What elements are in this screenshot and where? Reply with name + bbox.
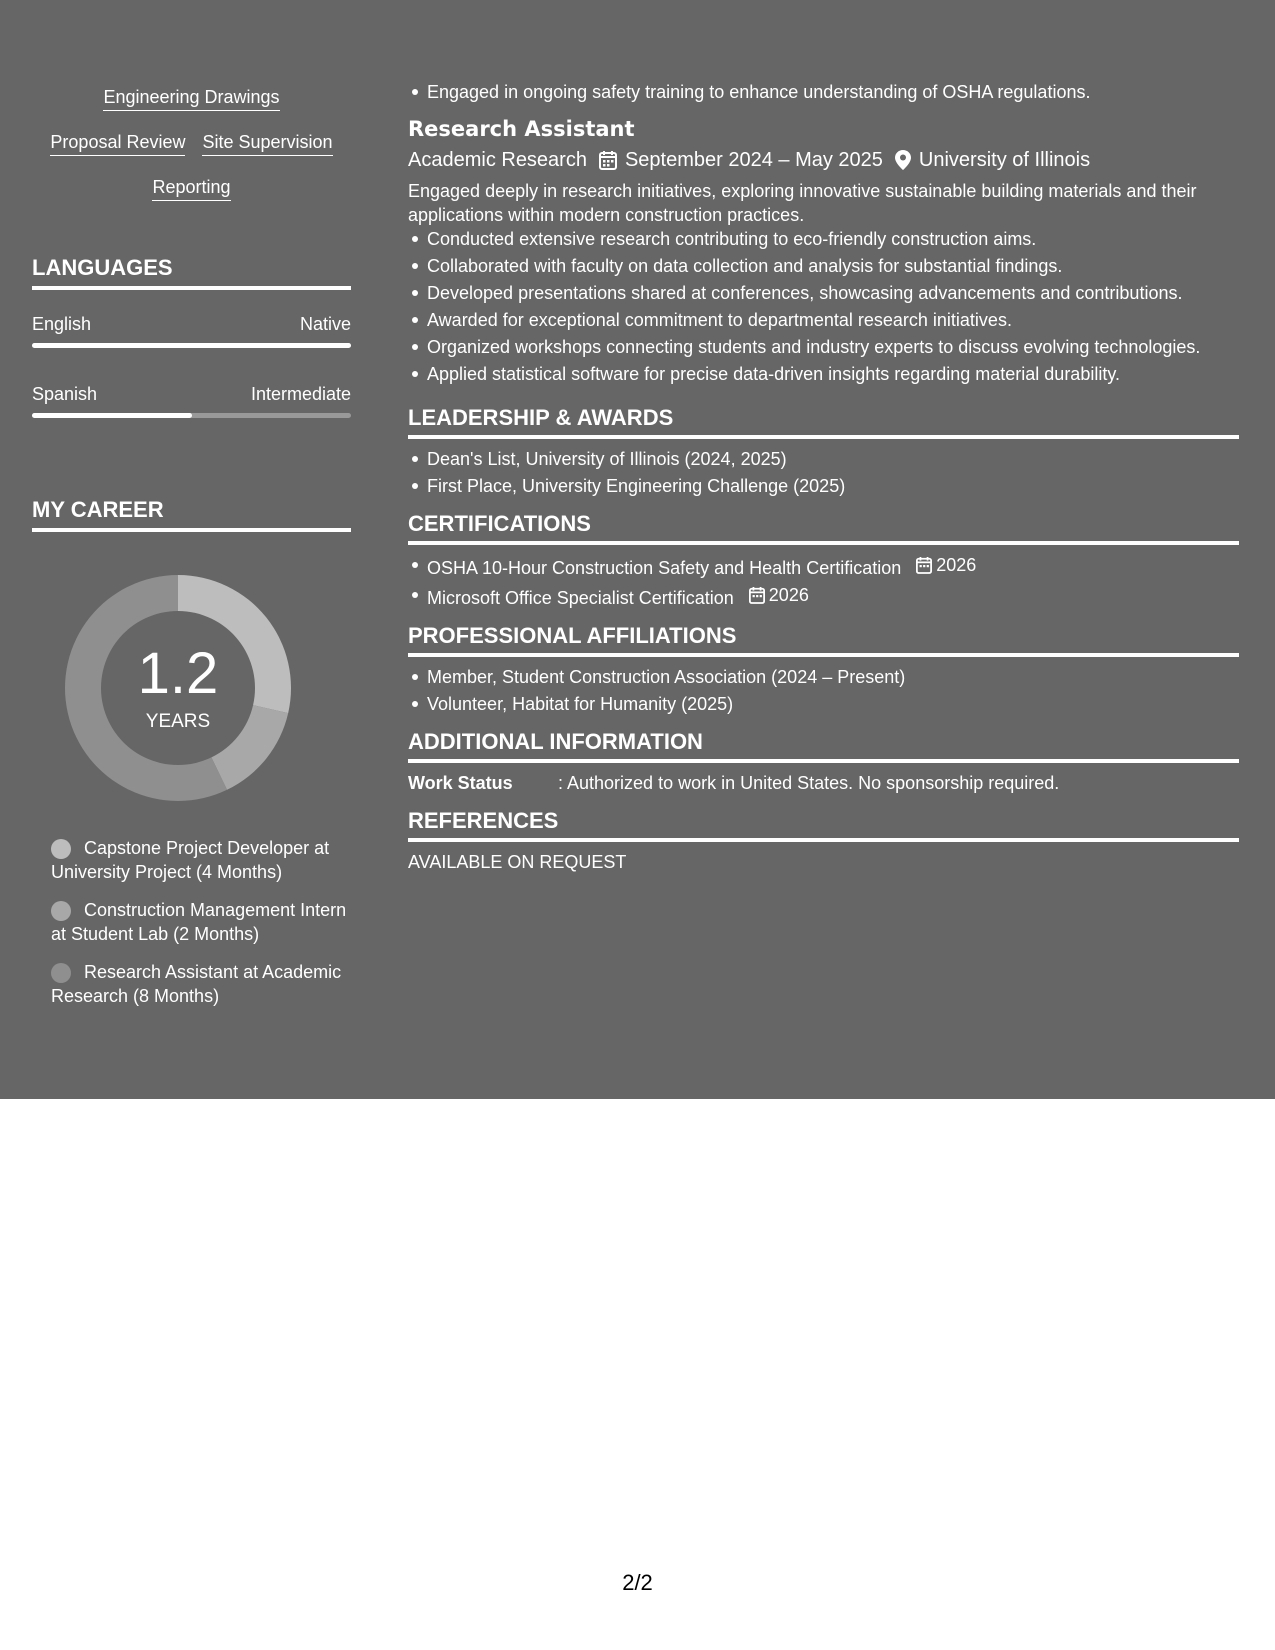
legend-dot	[51, 901, 71, 921]
job-company: Academic Research	[408, 149, 587, 171]
bullet-item: Volunteer, Habitat for Humanity (2025)	[427, 692, 1239, 716]
leadership-heading: LEADERSHIP & AWARDS	[408, 404, 1239, 439]
job-summary: Engaged deeply in research initiatives, exploring innovative sustainable building materials and their applications within modern construction practices.	[408, 181, 1197, 225]
page-number: 2/2	[622, 1570, 653, 1595]
legend-dot	[51, 963, 71, 983]
career-total-value: 1.2	[137, 641, 219, 706]
calendar-icon	[916, 556, 932, 574]
bullet-item: Organized workshops connecting students and industry experts to discuss evolving technologies.	[427, 335, 1239, 359]
location-pin-icon	[895, 150, 911, 170]
career-legend-item	[51, 960, 351, 1008]
career-legend-text: Construction Management Intern at Student Lab (2 Months)	[51, 900, 347, 944]
leadership-list	[408, 447, 1239, 498]
career-legend	[51, 836, 351, 1022]
skills-tags	[32, 86, 351, 221]
skill-row	[32, 86, 351, 131]
bullet-item: Member, Student Construction Association (2024 – Present)	[427, 665, 1239, 689]
career-heading: MY CAREER	[32, 496, 351, 532]
legend-dot	[51, 839, 71, 859]
bullet-item: Dean's List, University of Illinois (2024, 2025)	[427, 447, 1239, 471]
career-total-unit: YEARS	[145, 711, 211, 732]
language-proficiency-bar	[32, 413, 351, 418]
bullet-item: Applied statistical software for precise data-driven insights regarding material durability.	[427, 362, 1239, 386]
skill-row	[32, 176, 351, 221]
previous-job-bullets	[408, 80, 1239, 104]
job-location: University of Illinois	[918, 149, 1091, 171]
skill-tag: Engineering Drawings	[103, 86, 279, 111]
skill-tag: Proposal Review	[50, 131, 185, 156]
career-legend-text: Capstone Project Developer at University Project (4 Months)	[51, 838, 330, 882]
bullet-item: Awarded for exceptional commitment to departmental research initiatives.	[427, 308, 1239, 332]
certification-year: 2026	[768, 585, 809, 605]
bullet-item: First Place, University Engineering Challenge (2025)	[427, 474, 1239, 498]
career-donut-segment	[211, 705, 288, 790]
language-proficiency-fill	[32, 413, 192, 418]
work-status-value: : Authorized to work in United States. No sponsorship required.	[558, 773, 1060, 793]
language-item	[32, 383, 351, 418]
additional-info-heading: ADDITIONAL INFORMATION	[408, 728, 1239, 763]
language-proficiency-fill	[32, 343, 351, 348]
work-status-label: Work Status	[408, 773, 513, 793]
language-level: Intermediate	[250, 384, 351, 404]
language-level: Native	[299, 314, 351, 334]
job-entry	[408, 116, 1239, 386]
job-meta	[408, 147, 1239, 173]
affiliations-list	[408, 665, 1239, 716]
bullet-item: Developed presentations shared at conferences, showcasing advancements and contributions.	[427, 281, 1239, 305]
bullet-item: Conducted extensive research contributing to eco-friendly construction aims.	[427, 227, 1239, 251]
calendar-icon	[749, 586, 765, 604]
certification-name: Microsoft Office Specialist Certification	[427, 588, 734, 608]
certification-year: 2026	[936, 555, 977, 575]
certification-item	[427, 553, 1239, 580]
certifications-heading: CERTIFICATIONS	[408, 510, 1239, 545]
calendar-icon	[599, 150, 617, 170]
career-donut-chart	[65, 575, 291, 801]
affiliations-heading: PROFESSIONAL AFFILIATIONS	[408, 622, 1239, 657]
references-text: AVAILABLE ON REQUEST	[408, 852, 627, 872]
bullet-item: Collaborated with faculty on data collection and analysis for substantial findings.	[427, 254, 1239, 278]
language-item	[32, 313, 351, 348]
references-heading: REFERENCES	[408, 807, 1239, 842]
career-legend-item	[51, 836, 351, 884]
skill-row	[32, 131, 351, 176]
certifications-list	[408, 553, 1239, 610]
language-name: English	[32, 314, 92, 334]
job-title: Research Assistant	[408, 117, 635, 141]
language-proficiency-bar	[32, 343, 351, 348]
bullet-item: Engaged in ongoing safety training to enhance understanding of OSHA regulations.	[427, 80, 1239, 104]
languages-heading: LANGUAGES	[32, 254, 351, 290]
certification-name: OSHA 10-Hour Construction Safety and Health Certification	[427, 558, 902, 578]
skill-tag: Reporting	[152, 176, 230, 201]
job-bullets	[408, 227, 1239, 386]
main-content	[408, 0, 1239, 874]
career-legend-item	[51, 898, 351, 946]
language-name: Spanish	[32, 384, 98, 404]
skill-tag: Site Supervision	[202, 131, 332, 156]
work-status-row	[408, 771, 1239, 795]
certification-item	[427, 583, 1239, 610]
job-dates: September 2024 – May 2025	[624, 149, 883, 171]
career-legend-text: Research Assistant at Academic Research (8 Months)	[51, 962, 342, 1006]
